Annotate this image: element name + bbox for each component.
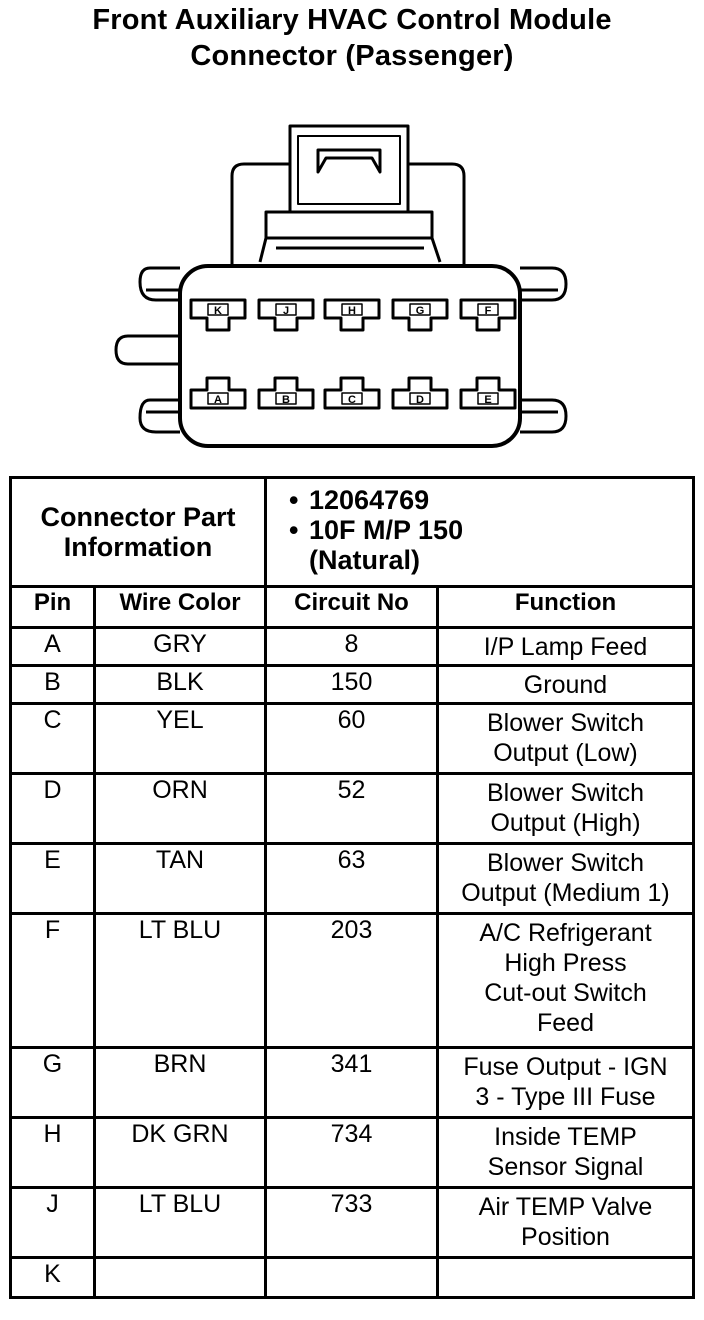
connector-type: 10F M/P 150: [309, 515, 464, 545]
circuit-no-cell: 52: [266, 774, 438, 844]
circuit-no-cell: 734: [266, 1118, 438, 1188]
pin-cell: G: [11, 1048, 95, 1118]
function-cell: [438, 774, 694, 844]
pin-e: [461, 378, 515, 408]
connector-latch: [290, 126, 408, 212]
pin-cell: H: [11, 1118, 95, 1188]
bullet: •: [289, 485, 299, 515]
circuit-no-cell: 341: [266, 1048, 438, 1118]
function-cell: [438, 1188, 694, 1258]
wire-color-cell: ORN: [95, 774, 266, 844]
header-function: Function: [438, 587, 694, 628]
pin-b: [259, 378, 313, 408]
part-info-label-line-2: Information: [63, 532, 213, 562]
bottom-pin-row: [191, 378, 515, 408]
pin-label: B: [282, 394, 290, 406]
pin-label: D: [416, 394, 424, 406]
function-cell: [438, 914, 694, 1048]
function-cell: [438, 704, 694, 774]
function-line: Inside TEMP: [494, 1123, 637, 1151]
function-line: Output (High): [490, 809, 641, 837]
latch-tab: [318, 150, 380, 172]
latch-base-lines: [260, 238, 440, 262]
wire-color-cell: DK GRN: [95, 1118, 266, 1188]
wire-color-cell: YEL: [95, 704, 266, 774]
function-cell: [438, 844, 694, 914]
function-line: A/C Refrigerant: [479, 919, 652, 947]
table-row: [11, 1188, 694, 1258]
pin-d: [393, 378, 447, 408]
pin-label: A: [214, 394, 222, 406]
bullet: •: [289, 515, 299, 545]
connector-info-table: [9, 476, 695, 1299]
circuit-no-cell: 733: [266, 1188, 438, 1258]
header-pin: Pin: [11, 587, 95, 628]
table-row: [11, 914, 694, 1048]
table-row: [11, 1118, 694, 1188]
top-pin-row: [191, 300, 515, 330]
right-rail-bottom: [520, 400, 566, 432]
table-row: [11, 844, 694, 914]
circuit-no-cell: 8: [266, 628, 438, 666]
table-row: [11, 1048, 694, 1118]
pin-label: K: [214, 305, 222, 317]
function-line: High Press: [504, 949, 627, 977]
pin-label: C: [348, 394, 356, 406]
connector-body: [180, 266, 520, 446]
pin-cell: E: [11, 844, 95, 914]
wire-color-cell: LT BLU: [95, 1188, 266, 1258]
circuit-no-cell: 150: [266, 666, 438, 704]
function-line: Ground: [523, 671, 608, 699]
circuit-no-cell: 203: [266, 914, 438, 1048]
circuit-no-cell: 60: [266, 704, 438, 774]
function-line: Output (Medium 1): [461, 879, 670, 907]
table-row: [11, 628, 694, 666]
circuit-no-cell: 63: [266, 844, 438, 914]
wire-color-cell: BLK: [95, 666, 266, 704]
function-cell: [438, 1258, 694, 1298]
pin-cell: J: [11, 1188, 95, 1258]
function-cell: [438, 1048, 694, 1118]
function-cell: [438, 666, 694, 704]
pin-f: [461, 300, 515, 330]
function-cell: [438, 628, 694, 666]
header-wire-color: Wire Color: [95, 587, 266, 628]
connector-color: (Natural): [309, 545, 421, 575]
title-line-2: Connector (Passenger): [190, 40, 514, 72]
connector-diagram: [0, 0, 704, 470]
pin-k: [191, 300, 245, 330]
pin-label: J: [282, 305, 290, 317]
function-line: Position: [521, 1223, 610, 1251]
function-line: Blower Switch: [487, 779, 644, 807]
latch-window: [298, 136, 400, 204]
part-info-label: [11, 478, 266, 587]
pin-cell: A: [11, 628, 95, 666]
pin-cell: D: [11, 774, 95, 844]
function-line: Sensor Signal: [487, 1153, 644, 1181]
pin-label: G: [415, 305, 425, 317]
function-line: Feed: [537, 1009, 594, 1037]
wire-color-cell: [95, 1258, 266, 1298]
part-number: 12064769: [309, 485, 430, 515]
latch-bar: [266, 212, 432, 238]
function-line: Cut-out Switch: [484, 979, 647, 1007]
wire-color-cell: LT BLU: [95, 914, 266, 1048]
right-rail-top: [520, 268, 566, 300]
pin-cell: F: [11, 914, 95, 1048]
function-line: Output (Low): [493, 739, 638, 767]
function-line: Fuse Output - IGN: [463, 1053, 668, 1081]
wire-color-cell: GRY: [95, 628, 266, 666]
pin-label: E: [484, 394, 492, 406]
header-circuit-no: Circuit No: [266, 587, 438, 628]
pin-label: F: [484, 305, 492, 317]
circuit-no-cell: [266, 1258, 438, 1298]
part-info-values: [266, 478, 694, 587]
table-row: [11, 704, 694, 774]
pin-cell: K: [11, 1258, 95, 1298]
part-info-label-line-1: Connector Part: [40, 502, 236, 532]
pin-h: [325, 300, 379, 330]
pin-a: [191, 378, 245, 408]
function-line: 3 - Type III Fuse: [475, 1083, 656, 1111]
table-row: [11, 1258, 694, 1298]
function-line: Air TEMP Valve: [478, 1193, 653, 1221]
table-row: [11, 774, 694, 844]
pin-label: H: [348, 305, 356, 317]
wire-color-cell: BRN: [95, 1048, 266, 1118]
wire-color-cell: TAN: [95, 844, 266, 914]
function-line: I/P Lamp Feed: [483, 633, 648, 661]
left-rail-bottom: [140, 400, 180, 432]
pin-cell: B: [11, 666, 95, 704]
pin-cell: C: [11, 704, 95, 774]
pin-j: [259, 300, 313, 330]
function-line: [441, 1262, 690, 1292]
pin-c: [325, 378, 379, 408]
left-key: [116, 336, 180, 364]
function-line: Blower Switch: [487, 709, 644, 737]
function-line: Blower Switch: [487, 849, 644, 877]
pin-g: [393, 300, 447, 330]
function-cell: [438, 1118, 694, 1188]
title-line-1: Front Auxiliary HVAC Control Module: [92, 4, 612, 36]
table-row: [11, 666, 694, 704]
left-rail-top: [140, 268, 180, 300]
